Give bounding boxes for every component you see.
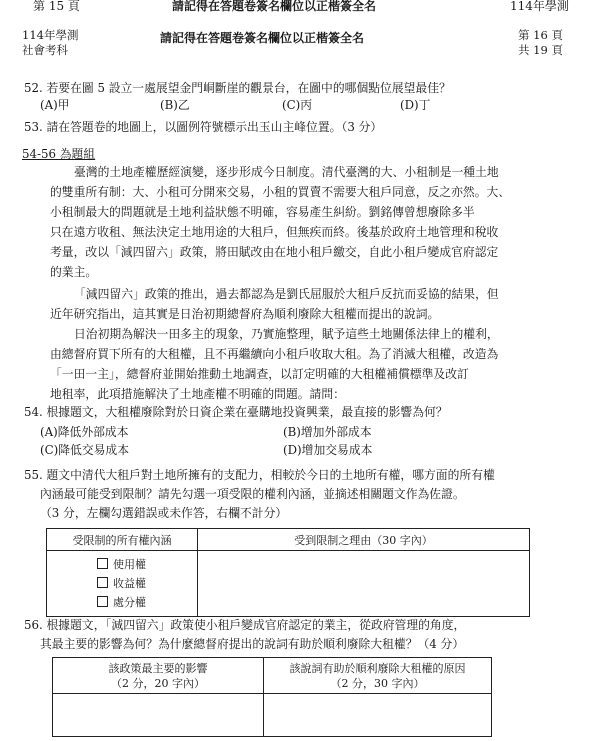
q56-impact-answer-cell[interactable] (53, 694, 264, 737)
q56-col1-header: 該政策最主要的影響 （2 分，20 字內） (53, 658, 264, 694)
checkbox-icon[interactable] (97, 558, 108, 569)
q56-reason-answer-cell[interactable] (264, 694, 492, 737)
checkbox-icon[interactable] (97, 596, 108, 607)
subject: 社會考科 (22, 43, 68, 57)
page-total: 共 19 頁 (518, 43, 563, 57)
q55-reason-answer-cell[interactable] (198, 551, 530, 617)
q56-col2-header: 該說詞有助於順利廢除大租權的原因 （2 分，30 字內） (264, 658, 492, 694)
page-number: 第 16 頁 (518, 28, 563, 42)
q52-option-c[interactable]: (C)丙 (282, 98, 313, 112)
q55-stem-line-3: （3 分，左欄勾選錯誤或未作答，右欄不計分） (40, 506, 288, 520)
checkbox-icon[interactable] (97, 577, 108, 588)
q54-stem: 54. 根據題文，大租權廢除對於日資企業在臺購地投資興業，最直接的影響為何？ (24, 405, 448, 419)
q52-stem: 52. 若要在圖 5 設立一處展望金門峒斷崖的觀景台，在圖中的哪個點位展望最佳？ (24, 81, 451, 95)
q55-answer-table (46, 528, 530, 617)
passage-paragraph-3: 日治初期為解決一田多主的現象，乃實施整理，賦予這些土地關係法律上的權利， 由總督府買下所有的大租權，且不再繼續向小租戶收取大租。為了消滅大租權，改造為 「一田一主」，總督府並開始推動土地調查，以訂定明確的大租權補償標準及改訂 地租率，此項措施解決了土地產權不明確的問題。請問： (50, 327, 499, 401)
q54-option-b[interactable]: (B)增加外部成本 (283, 425, 372, 439)
q55-choice-income[interactable]: 收益權 (97, 574, 197, 593)
q54-option-c[interactable]: (C)降低交易成本 (40, 443, 130, 457)
q52-option-a[interactable]: (A)甲 (40, 98, 70, 112)
q55-choice-disposal[interactable]: 處分權 (97, 593, 197, 612)
previous-page-strip (0, 0, 593, 16)
previous-page-number: 第 15 頁 (33, 0, 80, 13)
q53-stem: 53. 請在答題卷的地圖上，以圖例符號標示出玉山主峰位置。（3 分） (24, 120, 383, 134)
q55-col2-header: 受到限制之理由（30 字內） (198, 529, 530, 551)
q56-stem-line-2: 其最主要的影響為何？為什麼總督府提出的說詞有助於順利廢除大租權？（4 分） (40, 637, 465, 651)
q56-answer-table (52, 657, 492, 737)
q54-option-a[interactable]: (A)降低外部成本 (40, 425, 129, 439)
previous-page-notice: 請記得在答題卷簽名欄位以正楷簽全名 (172, 0, 377, 13)
q52-option-b[interactable]: (B)乙 (160, 98, 190, 112)
previous-page-exam: 114年學測 (510, 0, 569, 13)
q55-col1-header: 受限制的所有權內涵 (47, 529, 198, 551)
q55-stem-line-2: 內涵最可能受到限制？請先勾選一項受限的權利內涵，並摘述相關題文作為佐證。 (40, 487, 465, 501)
q54-option-d[interactable]: (D)增加交易成本 (283, 443, 373, 457)
q55-choices-cell (47, 551, 198, 617)
passage-paragraph-2: 「減四留六」政策的推出，過去都認為是劉氏屈服於大租戶反抗而妥協的結果，但 近年研究指出，這其實是日治初期總督府為順利廢除大租權而提出的說詞。 (50, 287, 499, 321)
exam-year: 114年學測 (22, 28, 79, 42)
q56-stem-line-1: 56. 根據題文，「減四留六」政策使小租戶變成官府認定的業主，從政府管理的角度， (24, 618, 466, 632)
q52-option-d[interactable]: (D)丁 (400, 98, 431, 112)
q55-choice-use[interactable]: 使用權 (97, 555, 197, 574)
sign-notice: 請記得在答題卷簽名欄位以正楷簽全名 (160, 31, 365, 45)
group-title: 54-56 為題組 (22, 147, 96, 161)
passage-paragraph-1: 臺灣的土地產權歷經演變，逐步形成今日制度。清代臺灣的大、小租制是一種土地 的雙重所有制：大、小租可分開來交易，小租的買賣不需要大租戶同意，反之亦然。大、 小租制最大的問題就是土地利益狀態不明確，容易產生糾紛。劉銘傳曾想廢除多半 只在遠方收租、無法決定土地用途的大租戶，但無疾而終。後基於政府土地管理和稅收 考量，改以「減四留六」政策，將田賦改由在地小租戶繳交，自此小租戶變成官府認定 的業主。 (50, 165, 511, 279)
q55-stem-line-1: 55. 題文中清代大租戶對土地所擁有的支配力，相較於今日的土地所有權，哪方面的所有權 (24, 468, 495, 482)
